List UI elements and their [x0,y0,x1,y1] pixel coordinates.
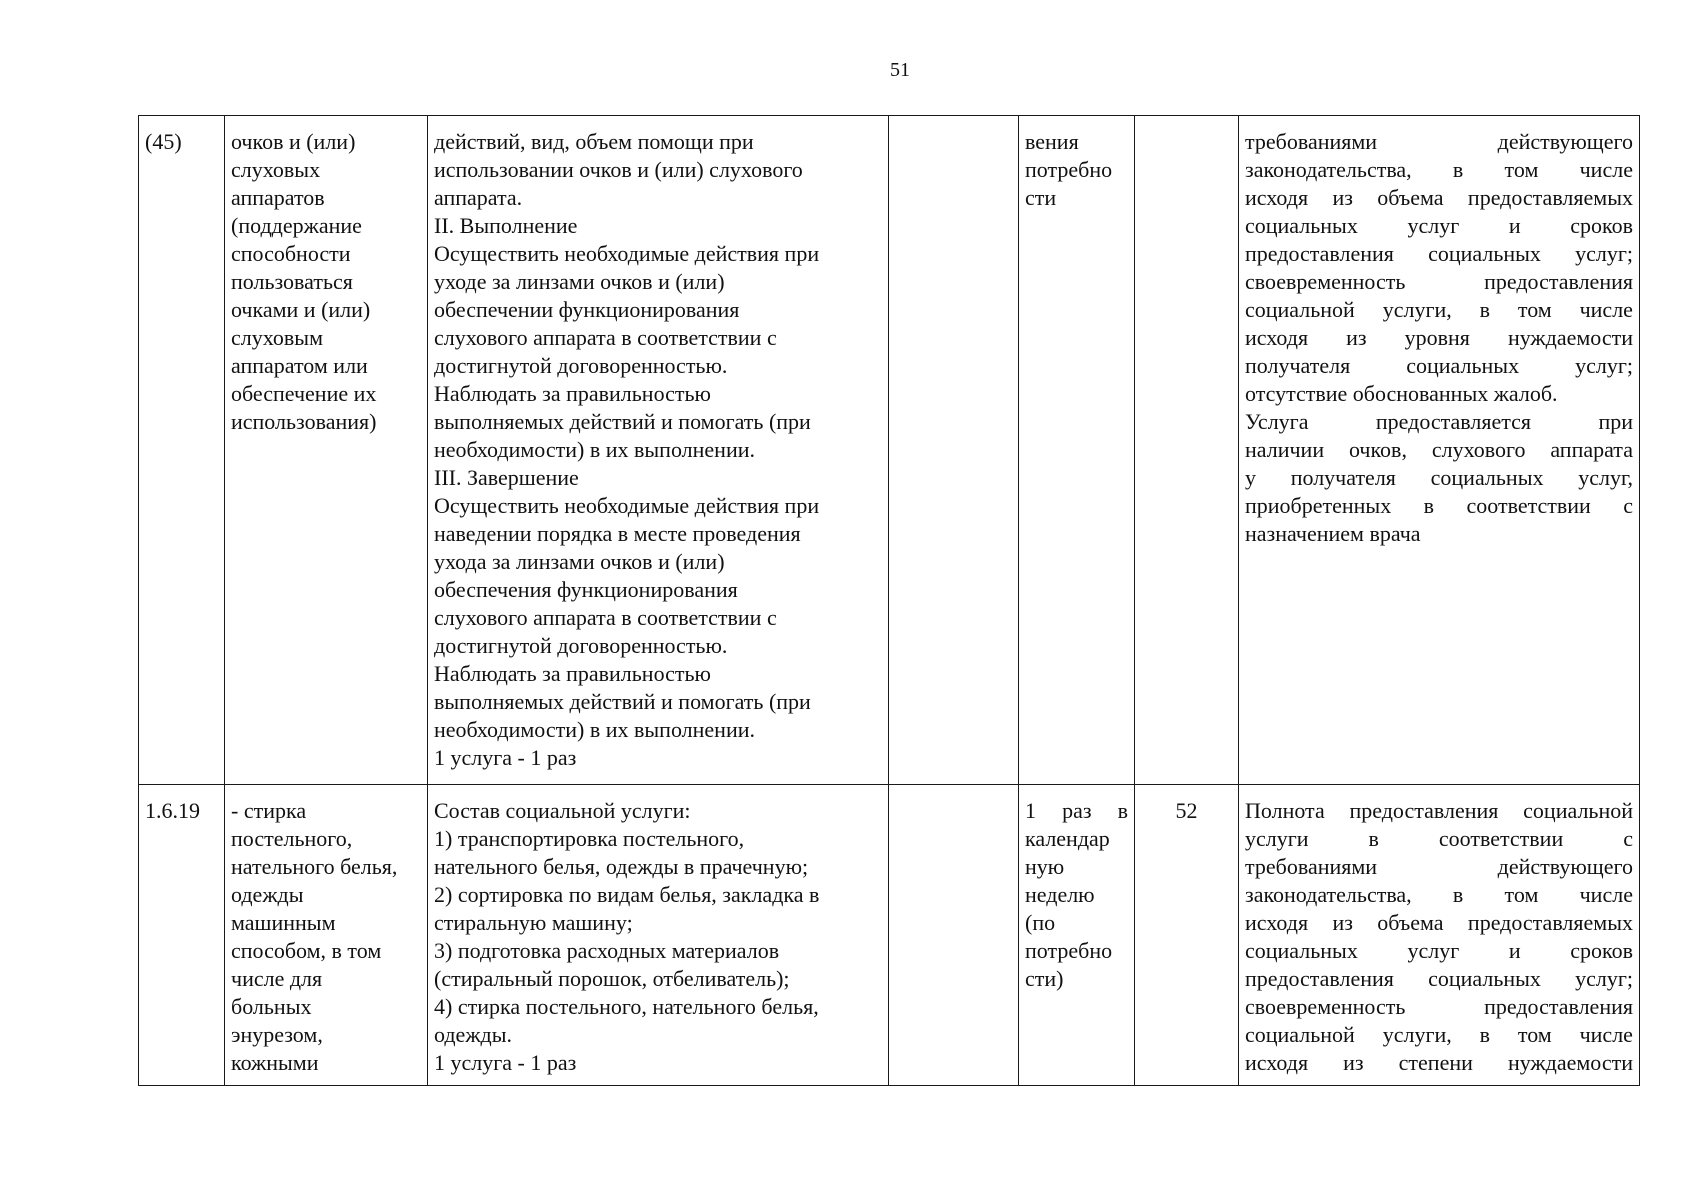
text-line: ухода за линзами очков и (или) [434,549,725,574]
text-line: получателя социальных услуг; [1245,353,1633,378]
text-line: использования) [231,409,377,434]
text-line: потребно [1025,938,1113,963]
text-line: Наблюдать за правильностью [434,381,711,406]
text-line: числе для [231,966,323,991]
text-line: Услуга предоставляется при [1245,409,1633,434]
text-line: одежды [231,882,304,907]
row-number-cell [139,116,225,785]
text-line: слуховых [231,157,321,182]
text-line: одежды. [434,1022,512,1047]
page-number: 51 [890,59,910,81]
row-number: (45) [145,129,182,154]
text-line: сти) [1025,966,1064,991]
text-line: уходе за линзами очков и (или) [434,269,725,294]
text-line: законодательства, в том числе [1245,882,1633,907]
text-line: 1) транспортировка постельного, [434,826,745,851]
text-line: предоставления социальных услуг; [1245,966,1633,991]
text-line: (по [1025,910,1056,935]
text-line: достигнутой договоренностью. [434,353,728,378]
text-line: наличии очков, слухового аппарата [1245,437,1633,462]
text-line: очков и (или) [231,129,356,154]
text-line: - стирка [231,798,307,823]
text-line: Наблюдать за правильностью [434,661,711,686]
text-line: назначением врача [1245,521,1421,546]
text-line: постельного, [231,826,353,851]
text-line: действий, вид, объем помощи при [434,129,754,154]
text-line: энурезом, [231,1022,323,1047]
text-line: вения [1025,129,1079,154]
frequency-cell [1019,785,1135,1086]
text-line: услуги в соответствии с [1245,826,1633,851]
text-line: требованиями действующего [1245,129,1633,154]
text-line: требованиями действующего [1245,854,1633,879]
frequency-cell [1019,116,1135,785]
criteria-cell [1239,116,1640,785]
text-line: 1 услуга - 1 раз [434,745,577,770]
text-line: социальной услуги, в том числе [1245,297,1633,322]
text-line: исходя из объема предоставляемых [1245,910,1633,935]
text-line: наведении порядка в месте проведения [434,521,801,546]
text-line: потребно [1025,157,1113,182]
text-line: 3) подготовка расходных материалов [434,938,780,963]
row-number-cell [139,785,225,1086]
text-line: 1 раз в [1025,798,1128,823]
text-line: обеспечения функционирования [434,577,738,602]
text-line: выполняемых действий и помогать (при [434,409,811,434]
text-line: законодательства, в том числе [1245,157,1633,182]
text-line: машинным [231,910,336,935]
text-line: необходимости) в их выполнении. [434,437,755,462]
text-line: пользоваться [231,269,353,294]
text-line: достигнутой договоренностью. [434,633,728,658]
text-line: Состав социальной услуги: [434,798,691,823]
services-table [138,115,1640,1086]
criteria-cell [1239,785,1640,1086]
service-content-cell [428,116,889,785]
price-cell [1135,785,1239,1086]
text-line: отсутствие обоснованных жалоб. [1245,381,1558,406]
text-line: 2) сортировка по видам белья, закладка в [434,882,820,907]
text-line: аппаратов [231,185,325,210]
text-line: больных [231,994,312,1019]
text-line: III. Завершение [434,465,579,490]
text-line: Осуществить необходимые действия при [434,241,820,266]
text-line: ную [1025,854,1065,879]
text-line: (поддержание [231,213,362,238]
text-line: способом, в том [231,938,382,963]
text-line: аппаратом или [231,353,368,378]
text-line: слуховым [231,325,323,350]
text-line: слухового аппарата в соответствии с [434,605,777,630]
text-line: приобретенных в соответствии с [1245,493,1633,518]
text-line: исходя из объема предоставляемых [1245,185,1633,210]
text-line: аппарата. [434,185,523,210]
text-line: сти [1025,185,1057,210]
text-line: кожными [231,1050,319,1075]
empty-cell [889,785,1019,1086]
text-line: своевременность предоставления [1245,269,1633,294]
text-line: стиральную машину; [434,910,633,935]
text-line: способности [231,241,351,266]
table-row [139,785,1640,1086]
text-line: своевременность предоставления [1245,994,1633,1019]
text-line: 1 услуга - 1 раз [434,1050,577,1075]
text-line: (стиральный порошок, отбеливатель); [434,966,790,991]
text-line: предоставления социальных услуг; [1245,241,1633,266]
service-content-cell [428,785,889,1086]
text-line: исходя из степени нуждаемости [1245,1050,1633,1075]
text-line: у получателя социальных услуг, [1245,465,1633,490]
text-line: II. Выполнение [434,213,578,238]
text-line: календар [1025,826,1110,851]
text-line: нательного белья, [231,854,398,879]
text-line: необходимости) в их выполнении. [434,717,755,742]
text-line: нательного белья, одежды в прачечную; [434,854,809,879]
text-line: выполняемых действий и помогать (при [434,689,811,714]
service-name-cell [225,785,428,1086]
text-line: обеспечении функционирования [434,297,740,322]
text-line: слухового аппарата в соответствии с [434,325,777,350]
text-line: исходя из уровня нуждаемости [1245,325,1633,350]
text-line: очками и (или) [231,297,371,322]
price-value: 52 [1175,798,1198,823]
service-name-cell [225,116,428,785]
text-line: обеспечение их [231,381,377,406]
text-line: социальных услуг и сроков [1245,938,1633,963]
text-line: социальной услуги, в том числе [1245,1022,1633,1047]
text-line: неделю [1025,882,1095,907]
text-line: Осуществить необходимые действия при [434,493,820,518]
empty-cell [889,116,1019,785]
text-line: использовании очков и (или) слухового [434,157,803,182]
text-line: 4) стирка постельного, нательного белья, [434,994,819,1019]
text-line: Полнота предоставления социальной [1245,798,1633,823]
row-number: 1.6.19 [145,798,200,823]
price-cell [1135,116,1239,785]
table-row [139,116,1640,785]
text-line: социальных услуг и сроков [1245,213,1633,238]
